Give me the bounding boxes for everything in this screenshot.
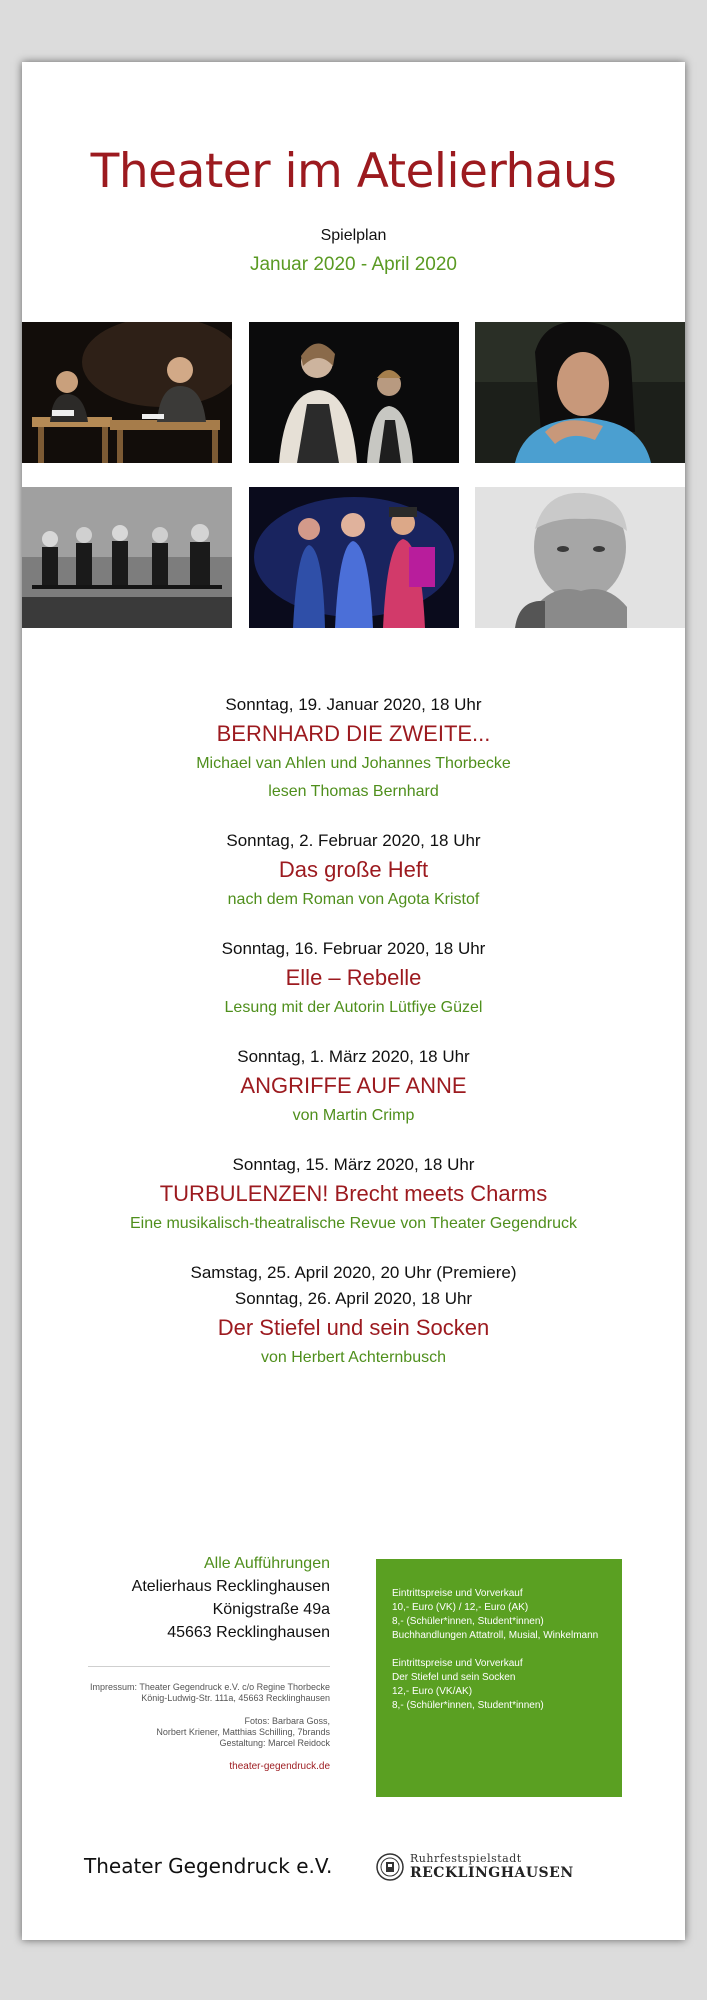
event-title: Das große Heft (278, 857, 429, 882)
price-line: 8,- (Schüler*innen, Student*innen) (392, 1700, 544, 1711)
event-title: BERNHARD DIE ZWEITE... (216, 721, 491, 746)
impressum-line: Fotos: Barbara Goss, (244, 1716, 330, 1726)
impressum-line: König-Ludwig-Str. 111a, 45663 Recklinghausen (141, 1693, 330, 1703)
event-item (22, 692, 685, 806)
event-date: Sonntag, 15. März 2020, 18 Uhr (232, 1155, 475, 1174)
event-title: TURBULENZEN! Brecht meets Charms (159, 1181, 548, 1206)
photo-author-portrait (475, 322, 685, 463)
website-link[interactable]: theater-gegendruck.de (229, 1761, 330, 1772)
event-date-second: Sonntag, 26. April 2020, 18 Uhr (234, 1289, 473, 1308)
price-line: 10,- Euro (VK) / 12,- Euro (AK) (392, 1602, 529, 1613)
event-item (22, 1152, 685, 1238)
impressum-line: Norbert Kriener, Matthias Schilling, 7brands (156, 1727, 330, 1737)
event-item (22, 1260, 685, 1372)
event-subtitle: Eine musikalisch-theatralische Revue von Theater Gegendruck (129, 1215, 578, 1232)
event-subtitle: von Martin Crimp (292, 1107, 415, 1124)
event-title: Elle – Rebelle (285, 965, 422, 990)
event-subtitle: Michael van Ahlen und Johannes Thorbecke (196, 755, 511, 772)
city-seal-icon (376, 1853, 404, 1881)
event-date: Sonntag, 19. Januar 2020, 18 Uhr (225, 695, 482, 714)
price-line: Buchhandlungen Attatroll, Musial, Winkelmann (392, 1630, 599, 1641)
photo-man-portrait (475, 487, 685, 628)
impressum (62, 1682, 330, 1772)
price-line: 8,- (Schüler*innen, Student*innen) (392, 1616, 544, 1627)
price-heading: Eintrittspreise und Vorverkauf (392, 1658, 523, 1669)
event-list (22, 692, 685, 1394)
venue-name: Atelierhaus Recklinghausen (131, 1578, 330, 1595)
event-item (22, 936, 685, 1022)
organization-name: Theater Gegendruck e.V. (84, 1854, 333, 1878)
page-title: Theater im Atelierhaus (90, 144, 617, 199)
photo-ensemble-chairs (22, 487, 232, 628)
photo-reading (22, 322, 232, 463)
venue-street: Königstraße 49a (212, 1601, 330, 1618)
event-subtitle: von Herbert Achternbusch (261, 1349, 446, 1366)
event-date: Sonntag, 16. Februar 2020, 18 Uhr (221, 939, 486, 958)
price-heading: Eintrittspreise und Vorverkauf (392, 1588, 523, 1599)
season-dates: Januar 2020 - April 2020 (249, 254, 458, 275)
price-line: 12,- Euro (VK/AK) (392, 1686, 473, 1697)
photo-actors (249, 322, 459, 463)
event-title: Der Stiefel und sein Socken (217, 1315, 490, 1340)
venue-city: 45663 Recklinghausen (167, 1624, 330, 1641)
event-subtitle: lesen Thomas Bernhard (268, 783, 439, 800)
price-line: Der Stiefel und sein Socken (392, 1672, 516, 1683)
event-date: Sonntag, 2. Februar 2020, 18 Uhr (226, 831, 481, 850)
city-logo-top: Ruhrfestspielstadt (410, 1852, 522, 1865)
city-logo-bottom: RECKLINGHAUSEN (410, 1865, 574, 1881)
venue-info (62, 1552, 330, 1644)
event-title: ANGRIFFE AUF ANNE (240, 1073, 467, 1098)
divider (88, 1666, 330, 1667)
impressum-line: Impressum: Theater Gegendruck e.V. c/o Regine Thorbecke (90, 1682, 330, 1692)
poster (22, 62, 685, 1940)
impressum-line: Gestaltung: Marcel Reidock (219, 1738, 330, 1748)
event-subtitle: Lesung mit der Autorin Lütfiye Güzel (224, 999, 483, 1016)
event-date: Samstag, 25. April 2020, 20 Uhr (Premiere) (190, 1263, 517, 1282)
event-item (22, 828, 685, 914)
event-item (22, 1044, 685, 1130)
price-box (376, 1559, 622, 1797)
photo-revue (249, 487, 459, 628)
venue-label: Alle Aufführungen (203, 1555, 330, 1572)
city-logo (376, 1852, 574, 1881)
event-date: Sonntag, 1. März 2020, 18 Uhr (237, 1047, 470, 1066)
event-subtitle: nach dem Roman von Agota Kristof (227, 891, 480, 908)
program-label: Spielplan (320, 227, 387, 244)
